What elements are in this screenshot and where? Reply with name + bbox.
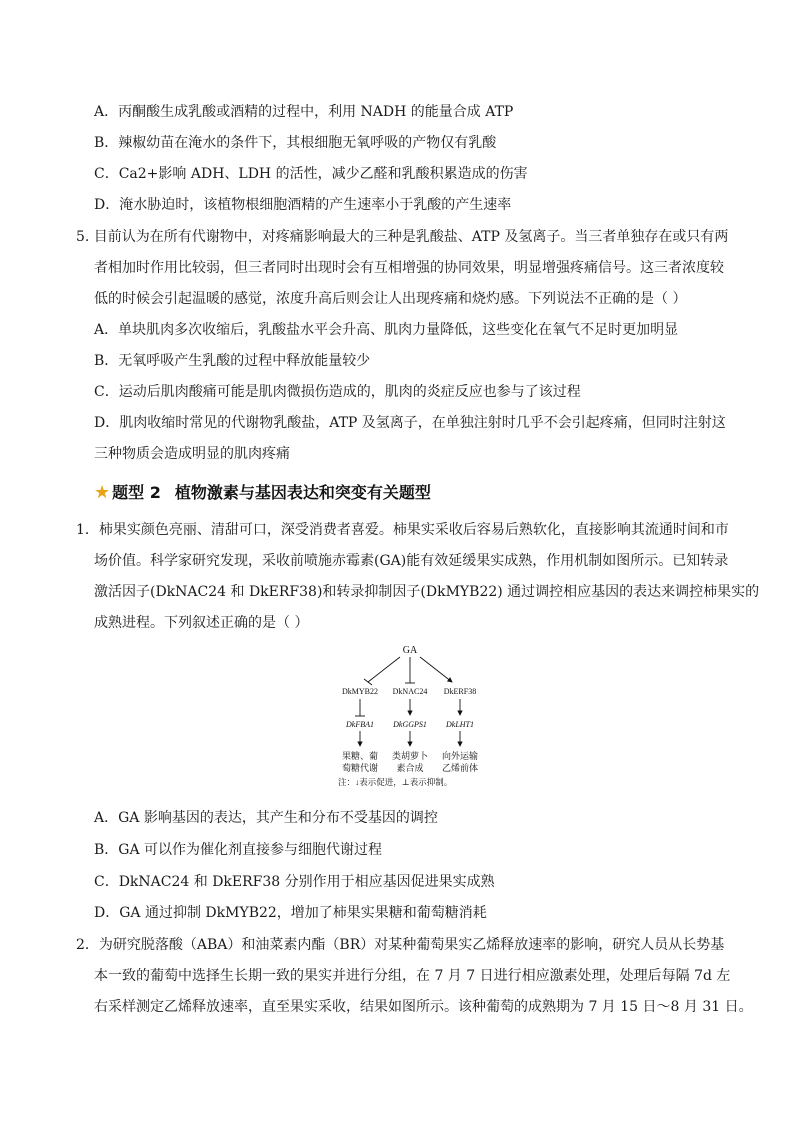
q2-stem-line-3: 右采样测定乙烯释放速率，直至果实采收，结果如图所示。该种葡萄的成熟期为 7 月 15 日～8 月 31 日。 (94, 999, 753, 1015)
diagram-note: 注：↓表示促进，⊥表示抑制。 (338, 777, 453, 787)
q4-option-b: B．辣椒幼苗在淹水的条件下，其根细胞无氧呼吸的产物仅有乳酸 (94, 135, 497, 151)
q4-option-d: D．淹水胁迫时，该植物根细胞酒精的产生速率小于乳酸的产生速率 (94, 197, 512, 213)
q1-option-d: D．GA 通过抑制 DkMYB22，增加了柿果实果糖和葡萄糖消耗 (94, 905, 487, 921)
effect-carotenoid-1: 类胡萝卜 (391, 751, 429, 761)
q5-option-c: C．运动后肌肉酸痛可能是肌肉微损伤造成的，肌肉的炎症反应也参与了该过程 (94, 384, 581, 400)
q1-stem-line-4: 成熟进程。下列叙述正确的是（ ） (94, 615, 309, 631)
q1-stem-line-3: 激活因子(DkNAC24 和 DkERF38)和转录抑制因子(DkMYB22) 通过调控相应基因的表达来调控柿果实的 (94, 584, 760, 600)
section-title: 植物激素与基因表达和突变有关题型 (174, 483, 431, 502)
gene-dklht1: DkLHT1 (445, 720, 475, 729)
factor-dkmyb22: DkMYB22 (341, 687, 379, 696)
gene-dkfba1: DkFBA1 (346, 720, 374, 729)
q5-option-d: D．肌肉收缩时常见的代谢物乳酸盐，ATP 及氢离子，在单独注射时几乎不会引起疼痛，但同时注射这 (94, 415, 726, 431)
star-icon: ★ (94, 482, 111, 503)
q1-option-b: B．GA 可以作为催化剂直接参与细胞代谢过程 (94, 842, 383, 858)
q1-stem-line-1: 1．柿果实颜色亮丽、清甜可口，深受消费者喜爱。柿果实采收后容易后熟软化，直接影响其流通时间和市 (76, 522, 729, 538)
ga-inhibits-myb22-arrow (368, 657, 400, 682)
factor-dkerf38: DkERF38 (443, 687, 477, 696)
effect-sugar-metabolism-1: 果糖、葡 (341, 751, 379, 761)
section-heading (94, 482, 431, 504)
q5-option-b: B．无氧呼吸产生乳酸的过程中释放能量较少 (94, 353, 371, 369)
q5-stem-line-2: 者相加时作用比较弱，但三者同时出现时会有互相增强的协同效果，明显增强疼痛信号。这三者浓度较 (94, 260, 724, 276)
effect-ethylene-2: 乙烯前体 (441, 763, 479, 773)
q5-option-a: A．单块肌肉多次收缩后，乳酸盐水平会升高、肌肉力量降低，这些变化在氧气不足时更加明显 (94, 322, 679, 338)
q5-stem-line-3: 低的时候会引起温暖的感觉，浓度升高后则会让人出现疼痛和烧灼感。下列说法不正确的是（ ） (94, 291, 687, 307)
q5-option-d-cont: 三种物质会造成明显的肌肉疼痛 (94, 446, 290, 462)
q2-stem-line-1: 2．为研究脱落酸（ABA）和油菜素内酯（BR）对某种葡萄果实乙烯释放速率的影响，研究人员从长势基 (76, 937, 725, 953)
q4-option-a: A．丙酮酸生成乳酸或酒精的过程中，利用 NADH 的能量合成 ATP (94, 104, 514, 120)
factor-dknac24: DkNAC24 (392, 687, 428, 696)
q4-option-c: C．Ca2+影响 ADH、LDH 的活性，减少乙醛和乳酸积累造成的伤害 (94, 166, 528, 182)
section-label: 题型 2 (112, 483, 161, 502)
ga-label: GA (402, 645, 418, 656)
q1-option-a: A．GA 影响基因的表达，其产生和分布不受基因的调控 (94, 810, 438, 826)
q1-stem-line-2: 场价值。科学家研究发现，采收前喷施赤霉素(GA)能有效延缓果实成熟，作用机制如图所示。已知转录 (94, 553, 729, 569)
effect-ethylene-1: 向外运输 (441, 751, 479, 761)
q1-option-c: C．DkNAC24 和 DkERF38 分别作用于相应基因促进果实成熟 (94, 874, 495, 890)
ga-promotes-erf38-arrow (420, 657, 452, 682)
ga-mechanism-diagram (330, 642, 490, 792)
q2-stem-line-2: 本一致的葡萄中选择生长期一致的果实并进行分组，在 7 月 7 日进行相应激素处理，处理后每隔 7d 左 (94, 968, 731, 984)
q5-stem-line-1: 5. 目前认为在所有代谢物中，对疼痛影响最大的三种是乳酸盐、ATP 及氢离子。当三者单独存在或只有两 (76, 229, 729, 245)
gene-dkggps1: DkGGPS1 (393, 720, 427, 729)
effect-carotenoid-2: 素合成 (396, 763, 424, 773)
effect-sugar-metabolism-2: 萄糖代谢 (341, 763, 379, 773)
